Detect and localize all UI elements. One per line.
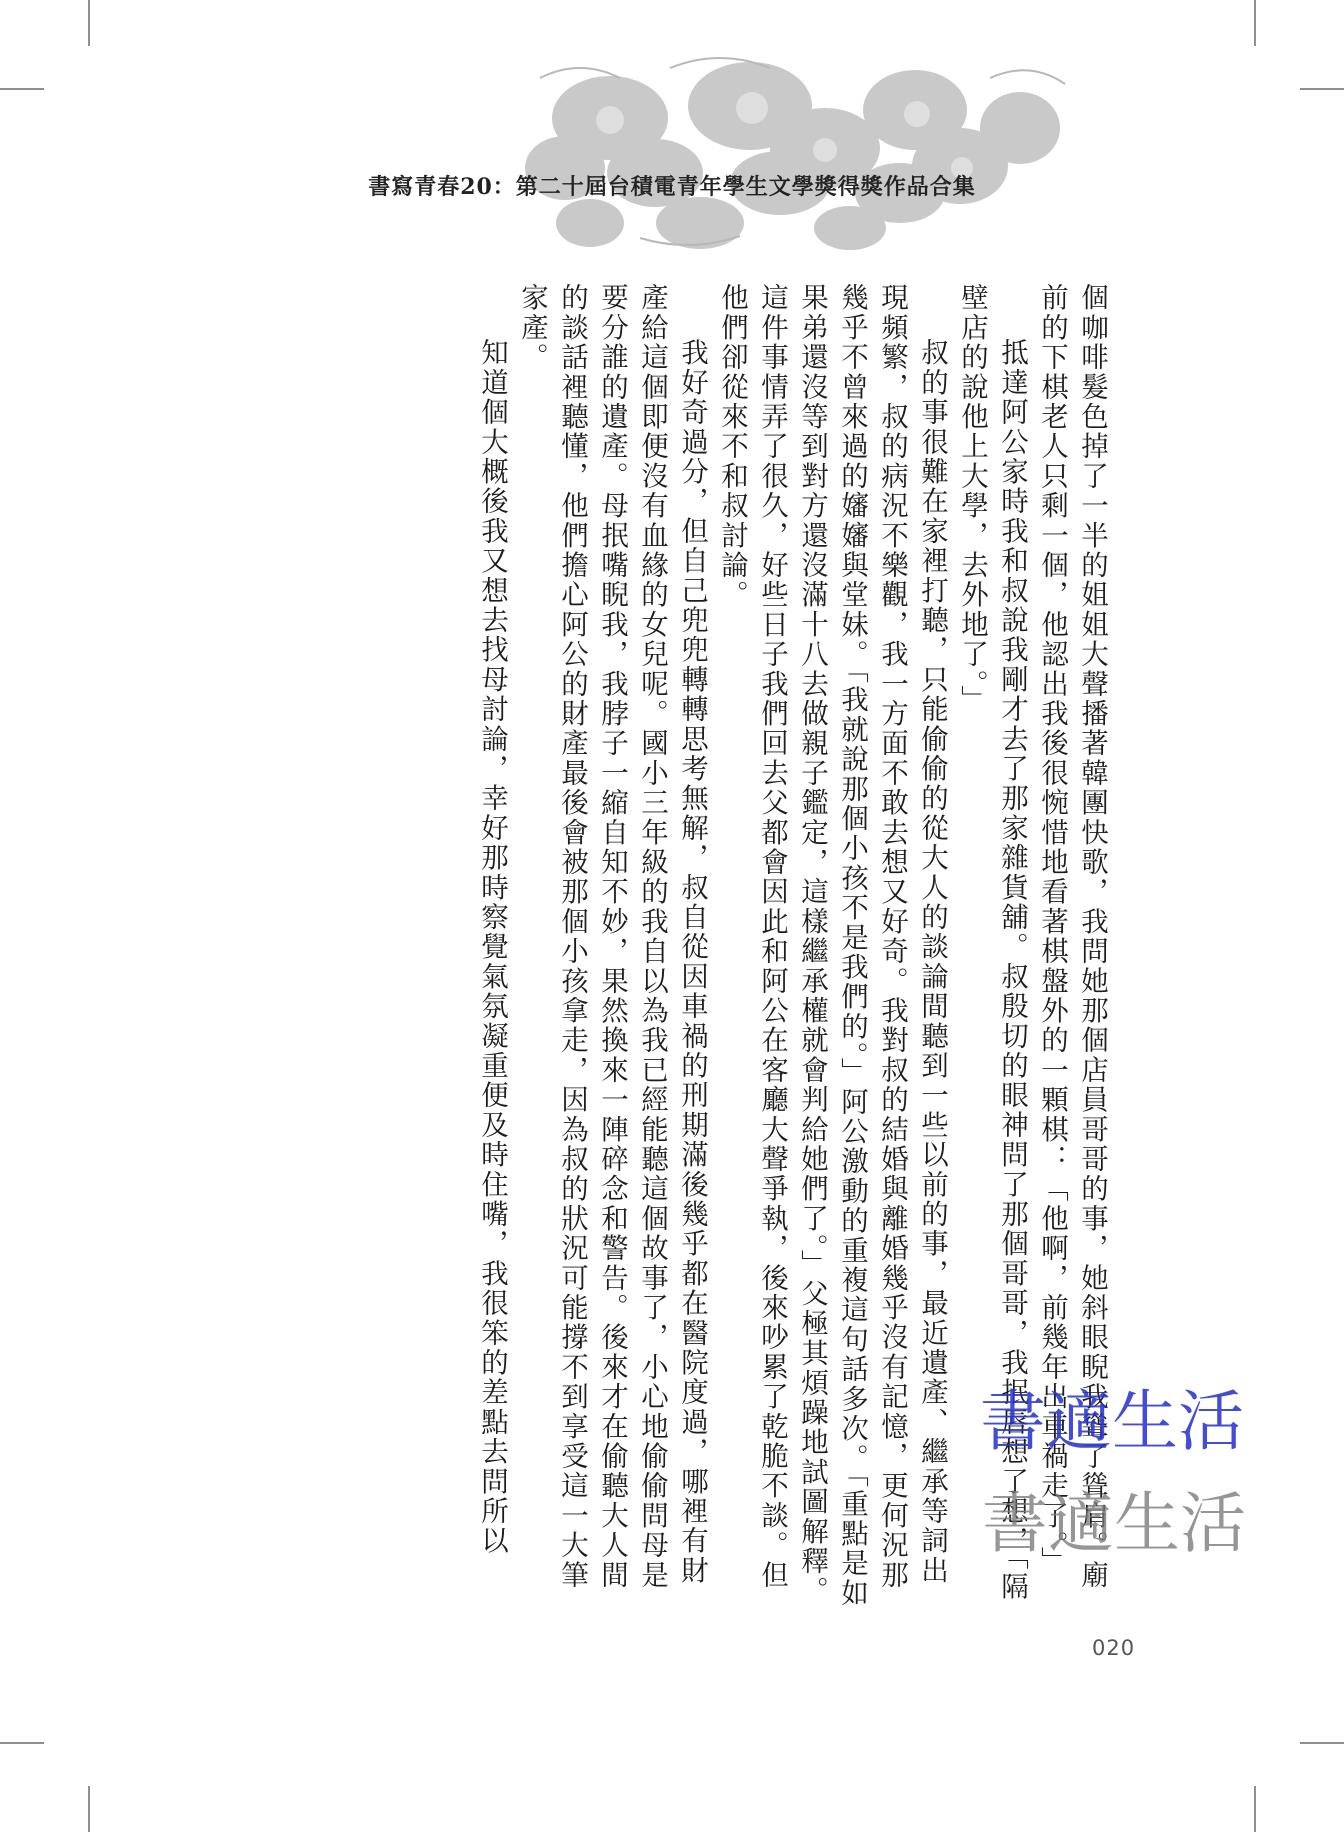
crop-mark-bottom-right-vertical [1254, 1786, 1256, 1832]
paragraph: 個咖啡髮色掉了一半的姐姐大聲播著韓團快歌，我問她那個店員哥哥的事，她斜眼睨我聳了聳肩。廟前的下棋老人只剩一個，他認出我後很惋惜地看著棋盤外的一顆棋：「他啊，前幾年出車禍走了。」 [1036, 283, 1108, 1590]
crop-mark-top-left-vertical [88, 0, 90, 46]
crop-mark-top-right-horizontal [1300, 88, 1344, 90]
crop-mark-top-left-horizontal [0, 88, 44, 90]
crop-mark-bottom-left-horizontal [0, 1742, 44, 1744]
crop-mark-bottom-right-horizontal [1300, 1742, 1344, 1744]
paragraph: 知道個大概後我又想去找母討論，幸好那時察覺氣氛凝重便及時住嘴，我很笨的差點去問所以 [476, 338, 508, 1556]
paragraph: 叔的事很難在家裡打聽，只能偷偷的從大人的談論間聽到一些以前的事，最近遺產、繼承等詞出現頻繁，叔的病況不樂觀，我一方面不敢去想又好奇。我對叔的結婚與離婚幾乎沒有記憶，更何況那幾乎不曾來過的嬸嬸與堂妹。「我就說那個小孩不是我們的。」阿公激動的重複這句話多次。「重點是如果弟還沒等到對方還沒滿十八去做親子鑑定，這樣繼承權就會判給她們了。」父極其煩躁地試圖解釋。這件事情弄了很久，好些日子我們回去父都會因此和阿公在客廳大聲爭執，後來吵累了乾脆不談。但他們卻從來不和叔討論。 [716, 283, 948, 1608]
crop-mark-top-right-vertical [1254, 0, 1256, 46]
floral-header-ornament [520, 48, 1080, 258]
watermark-primary: 書適生活 [980, 1383, 1244, 1460]
paragraph: 抵達阿公家時我和叔說我剛才去了那家雜貨舖。叔殷切的眼神問了那個哥哥，我抿唇想了想，「隔壁店的說他上大學，去外地了。」 [956, 283, 1028, 1602]
page-number: 020 [1092, 1636, 1136, 1660]
crop-mark-bottom-left-vertical [88, 1786, 90, 1832]
body-text [472, 283, 1112, 1613]
watermark-secondary: 書適生活 [982, 1485, 1246, 1562]
paragraph: 我好奇過分，但自己兜兜轉轉思考無解，叔自從因車禍的刑期滿後幾乎都在醫院度過，哪裡有財產給這個即便沒有血緣的女兒呢。國小三年級的我自以為我已經能聽這個故事了，小心地偷偷問母是要分誰的遺產。母抿嘴睨我，我脖子一縮自知不妙，果然換來一陣碎念和警告。後來才在偷聽大人間的談話裡聽懂，他們擔心阿公的財產最後會被那個小孩拿走，因為叔的狀況可能撐不到享受這一大筆家產。 [516, 283, 708, 1590]
running-head-title: 書寫青春20：第二十屆台積電青年學生文學獎得獎作品合集 [368, 174, 976, 200]
